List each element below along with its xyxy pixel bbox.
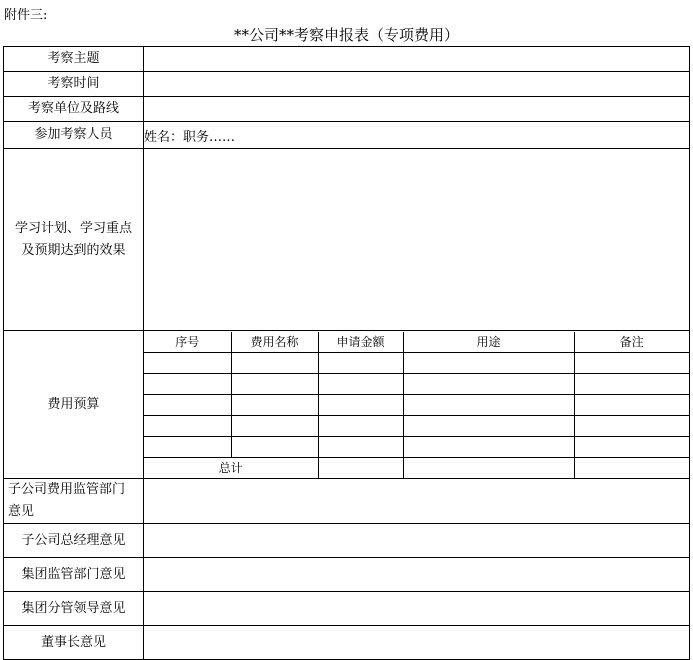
attachment-label: 附件三: [4,8,48,23]
participants-value: 姓名：职务…… [144,129,236,145]
budget-total-row [144,457,689,478]
cell-remark[interactable] [574,394,689,415]
cell-amount[interactable] [318,436,403,457]
header-purpose: 用途 [403,332,574,353]
cell-amount[interactable] [318,394,403,415]
label-plan [4,149,144,331]
budget-row [144,373,689,394]
cell-remark[interactable] [574,415,689,436]
field-time[interactable] [144,72,690,97]
application-form [3,46,690,660]
header-seq: 序号 [144,332,231,353]
field-sub-gm[interactable] [144,524,690,558]
label-sub-supervision-line1: 子公司费用监管部门 [8,482,126,497]
cell-expense-name[interactable] [231,352,318,373]
budget-row [144,352,689,373]
label-plan-line1: 学习计划、学习重点 [14,220,132,236]
cell-purpose[interactable] [403,394,574,415]
cell-purpose[interactable] [403,352,574,373]
field-plan[interactable] [144,149,690,331]
cell-amount[interactable] [318,415,403,436]
total-remark[interactable] [574,457,689,478]
field-chairman[interactable] [144,626,690,660]
field-topic[interactable] [144,47,690,72]
label-chairman: 董事长意见 [4,626,144,660]
cell-expense-name[interactable] [231,394,318,415]
label-group-leader: 集团分管领导意见 [4,592,144,626]
header-remark: 备注 [574,332,689,353]
label-sub-supervision-line2: 意见 [8,504,35,519]
cell-expense-name[interactable] [231,373,318,394]
label-plan-line2: 及预期达到的效果 [21,242,126,258]
field-participants[interactable] [144,122,690,149]
cell-seq[interactable] [144,394,231,415]
cell-seq[interactable] [144,352,231,373]
label-participants: 参加考察人员 [4,122,144,149]
label-topic: 考察主题 [4,47,144,72]
label-group-supervision: 集团监管部门意见 [4,558,144,592]
label-time: 考察时间 [4,72,144,97]
header-amount: 申请金额 [318,332,403,353]
field-sub-supervision[interactable] [144,479,690,524]
field-group-leader[interactable] [144,592,690,626]
total-amount[interactable] [318,457,403,478]
cell-purpose[interactable] [403,415,574,436]
label-sub-gm: 子公司总经理意见 [4,524,144,558]
field-group-supervision[interactable] [144,558,690,592]
cell-expense-name[interactable] [231,436,318,457]
budget-table [144,332,689,478]
cell-seq[interactable] [144,436,231,457]
cell-remark[interactable] [574,436,689,457]
cell-remark[interactable] [574,373,689,394]
cell-seq[interactable] [144,415,231,436]
label-units-route: 考察单位及路线 [4,97,144,122]
total-purpose[interactable] [403,457,574,478]
header-expense-name: 费用名称 [231,332,318,353]
budget-cell [144,331,690,479]
label-budget: 费用预算 [4,331,144,479]
cell-expense-name[interactable] [231,415,318,436]
budget-row [144,415,689,436]
field-units-route[interactable] [144,97,690,122]
cell-purpose[interactable] [403,436,574,457]
cell-remark[interactable] [574,352,689,373]
budget-row [144,394,689,415]
budget-row [144,436,689,457]
budget-header-row [144,332,689,353]
cell-amount[interactable] [318,352,403,373]
cell-amount[interactable] [318,373,403,394]
label-sub-supervision [4,479,144,524]
total-label: 总计 [144,457,318,478]
cell-seq[interactable] [144,373,231,394]
cell-purpose[interactable] [403,373,574,394]
page-title: **公司**考察申报表（专项费用） [233,26,459,44]
